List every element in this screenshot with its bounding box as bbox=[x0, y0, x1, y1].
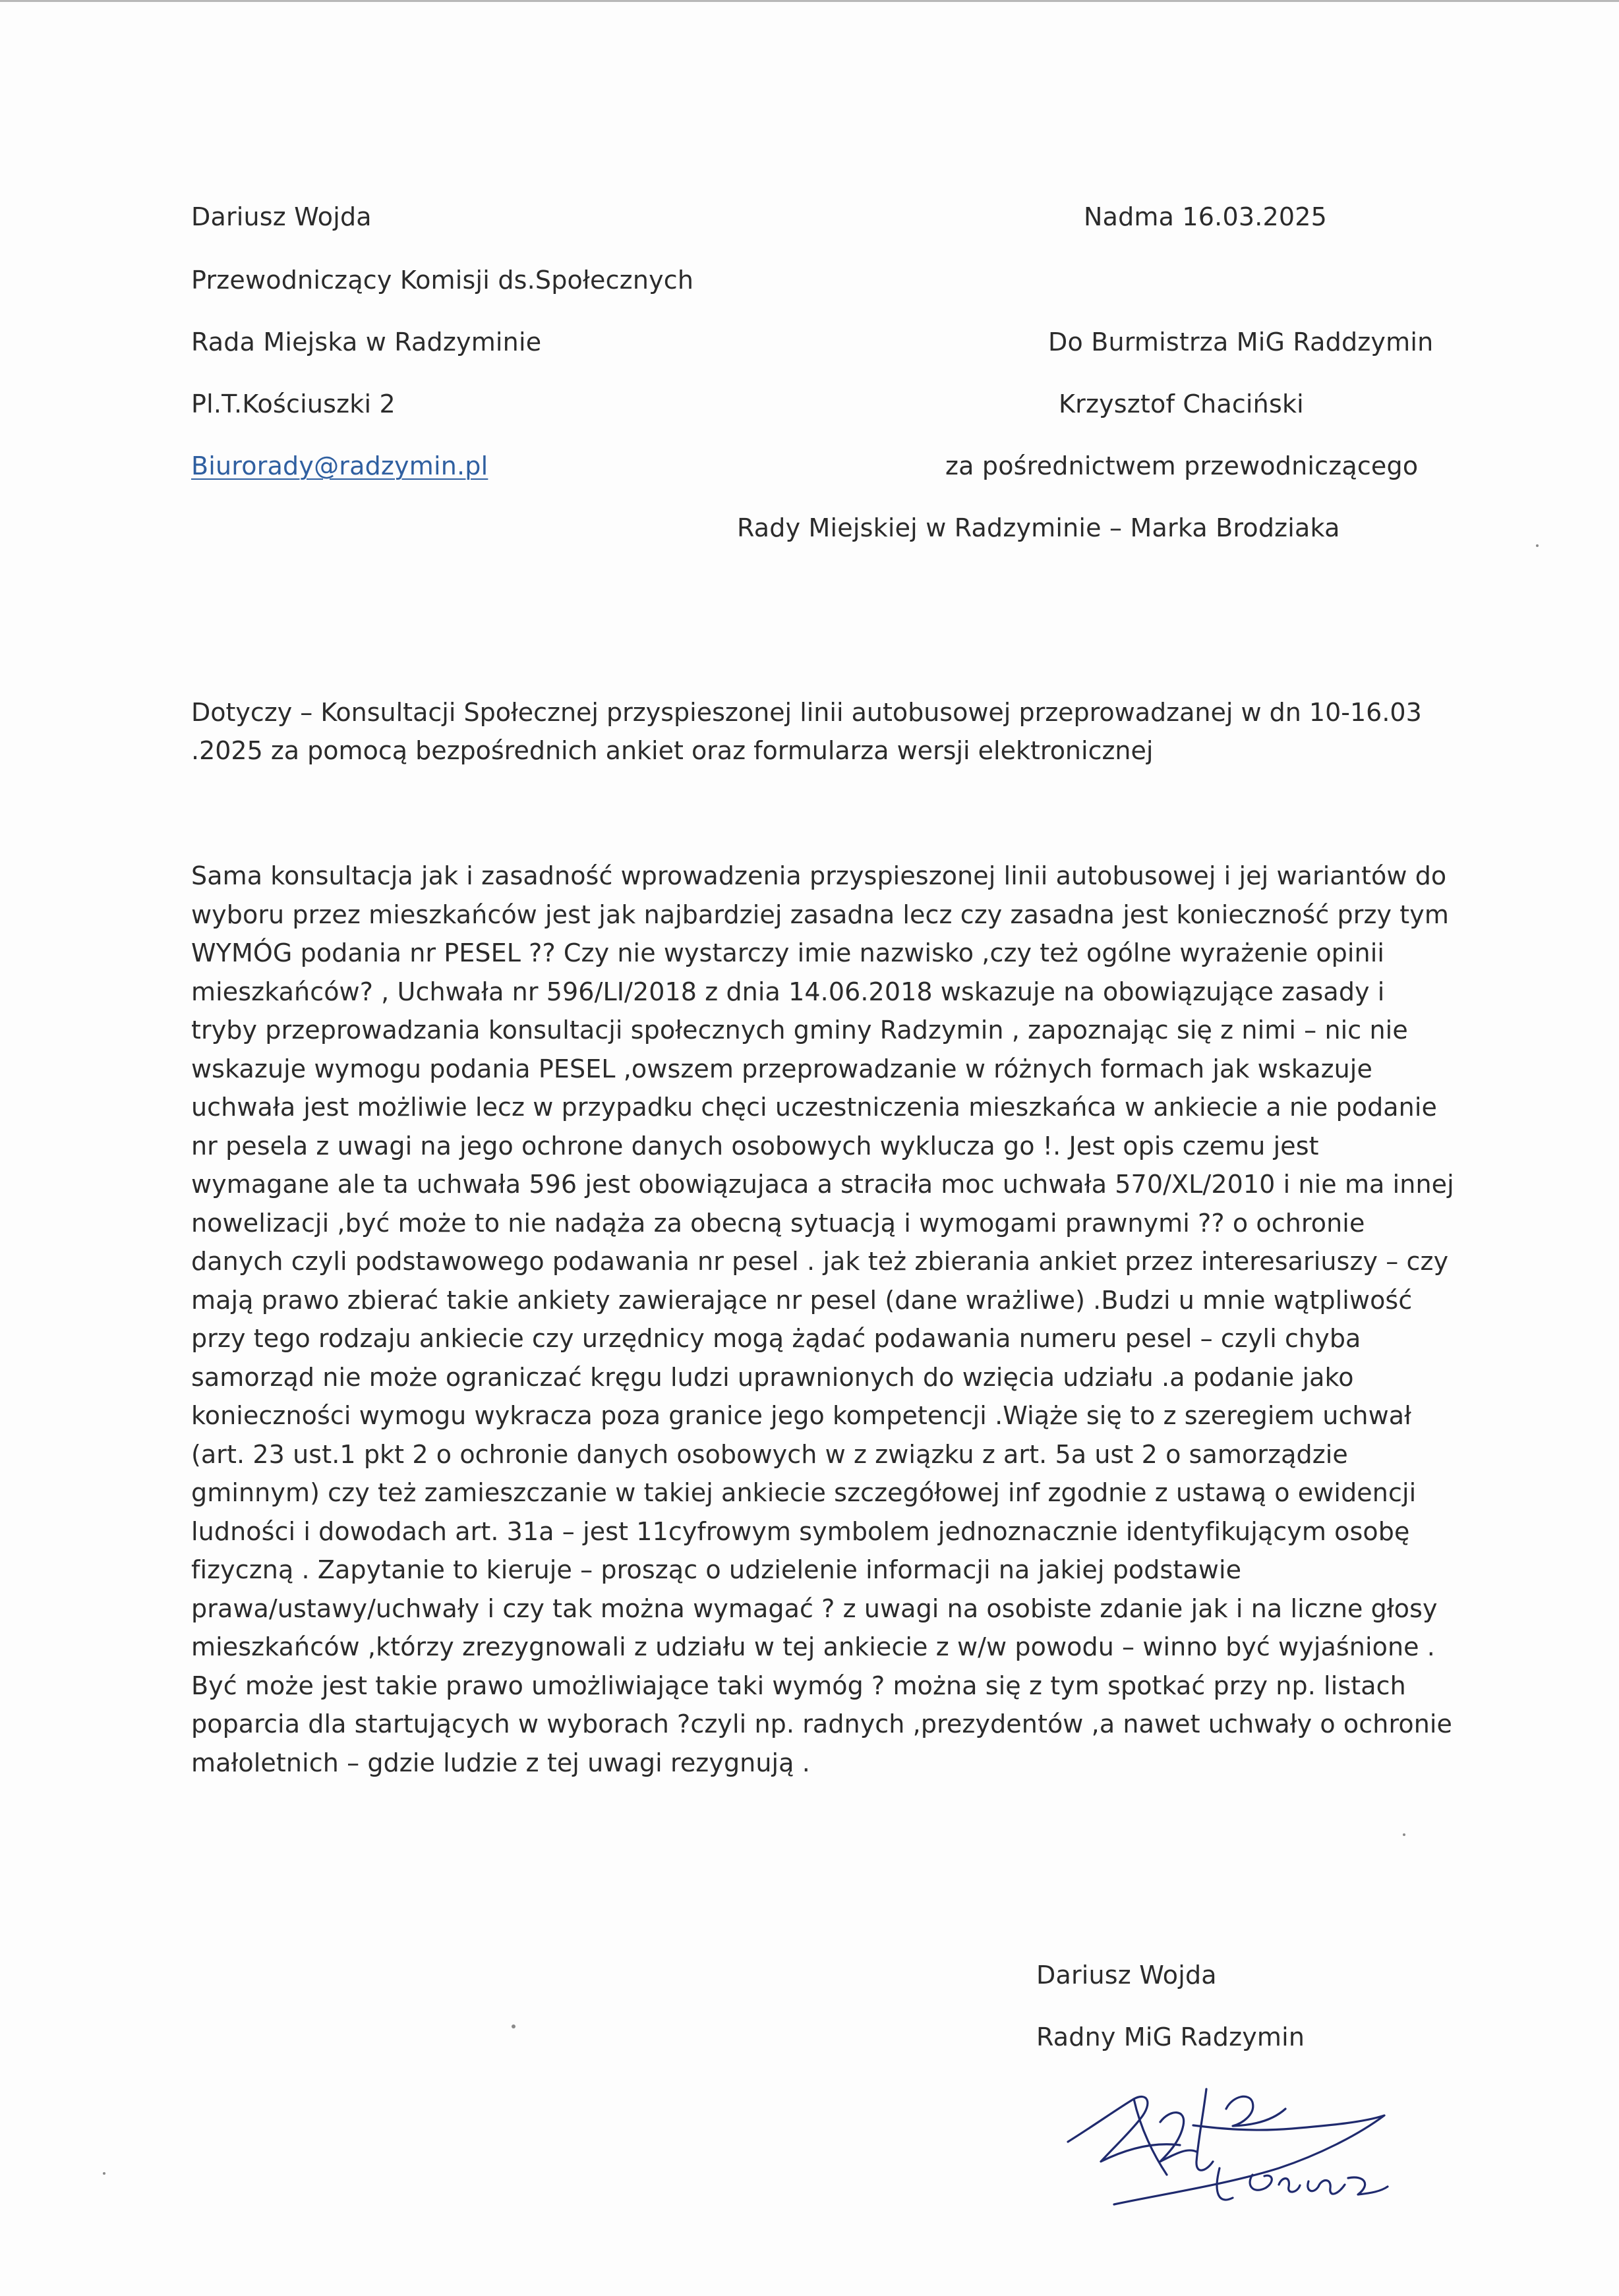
subject bbox=[191, 693, 1430, 770]
closing-role: Radny MiG Radzymin bbox=[1036, 2023, 1305, 2052]
sender-name: Dariusz Wojda bbox=[191, 202, 372, 231]
sender-address: Pl.T.Kościuszki 2 bbox=[191, 389, 396, 418]
scan-speck bbox=[103, 2172, 105, 2175]
scan-edge bbox=[0, 0, 1619, 2]
recipient-line-3: za pośrednictwem przewodniczącego bbox=[945, 451, 1419, 480]
scan-speck bbox=[512, 2024, 515, 2028]
sender-title: Przewodniczący Komisji ds.Społecznych bbox=[191, 266, 694, 295]
letter-body bbox=[191, 857, 1457, 1782]
body-paragraph: Sama konsultacja jak i zasadność wprowadzenia przyspieszonej linii autobusowej i jej wariantów do wyboru przez mieszkańców jest jak najbardziej zasadna lecz czy zasadna jest konieczność przy tym WYMÓG podania nr PESEL ?? Czy nie wystarczy imie nazwisko ,czy też ogólne wyrażenie opinii mieszkańców? , Uchwała nr 596/LI/2018 z dnia 14.06.2018 wskazuje na obowiązujące zasady i tryby przeprowadzania konsultacji społecznych gminy Radzymin , zapoznając się z nimi – nic nie wskazuje wymogu podania PESEL ,owszem przeprowadzanie w różnych formach jak wskazuje uchwała jest możliwie lecz w przypadku chęci uczestniczenia mieszkańca w ankiecie a nie podanie nr pesela z uwagi na jego ochrone danych osobowych wyklucza go !. Jest opis czemu jest wymagane ale ta uchwała 596 jest obowiązujaca a straciła moc uchwała 570/XL/2010 i nie ma innej nowelizacji ,być może to nie nadąża za obecną sytuacją i wymogami prawnymi ?? o ochronie danych czyli podstawowego podawania nr pesel . jak też zbierania ankiet przez interesariuszy – czy mają prawo zbierać takie ankiety zawierające nr pesel (dane wrażliwe) .Budzi u mnie wątpliwość przy tego rodzaju ankiecie czy urzędnicy mogą żądać podawania numeru pesel – czyli chyba samorząd nie może ograniczać kręgu ludzi uprawnionych do wzięcia udziału .a podanie jako konieczności wymogu wykracza poza granice jego kompetencji .Wiąże się to z szeregiem uchwał (art. 23 ust.1 pkt 2 o ochronie danych osobowych w z związku z art. 5a ust 2 o samorządzie gminnym) czy też zamieszczanie w takiej ankiecie szczegółowej inf zgodnie z ustawą o ewidencji ludności i dowodach art. 31a – jest 11cyfrowym symbolem jednoznacznie identyfikującym osobę fizyczną . Zapytanie to kieruje – prosząc o udzielenie informacji na jakiej podstawie prawa/ustawy/uchwały i czy tak można wymagać ? z uwagi na osobiste zdanie jak i na liczne głosy mieszkańców ,którzy zrezygnowali z udziału w tej ankiecie z w/w powodu – winno być wyjaśnione . Być może jest takie prawo umożliwiające taki wymóg ? można się z tym spotkać przy np. listach poparcia dla startujących w wyborach ?czyli np. radnych ,prezydentów ,a nawet uchwały o ochronie małoletnich – gdzie ludzie z tej uwagi rezygnują . bbox=[191, 861, 1454, 1777]
recipient-line-2: Krzysztof Chaciński bbox=[1059, 389, 1304, 418]
sender-institution: Rada Miejska w Radzyminie bbox=[191, 328, 542, 357]
subject-line-1: Dotyczy – Konsultacji Społecznej przyspieszonej linii autobusowej przeprowadzanej w dn 10-16.03 bbox=[191, 698, 1422, 727]
recipient-line-4: Rady Miejskiej w Radzyminie – Marka Brodziaka bbox=[737, 513, 1340, 542]
closing-name: Dariusz Wojda bbox=[1036, 1961, 1217, 1990]
handwritten-signature bbox=[1055, 2063, 1398, 2221]
recipient-line-1: Do Burmistrza MiG Raddzymin bbox=[1048, 328, 1434, 357]
place-date: Nadma 16.03.2025 bbox=[1084, 202, 1327, 231]
sender-email-link[interactable]: Biurorady@radzymin.pl bbox=[191, 451, 488, 480]
subject-line-2: .2025 za pomocą bezpośrednich ankiet oraz formularza wersji elektronicznej bbox=[191, 736, 1154, 765]
scan-speck bbox=[1403, 1833, 1405, 1836]
scan-speck bbox=[1536, 544, 1539, 547]
